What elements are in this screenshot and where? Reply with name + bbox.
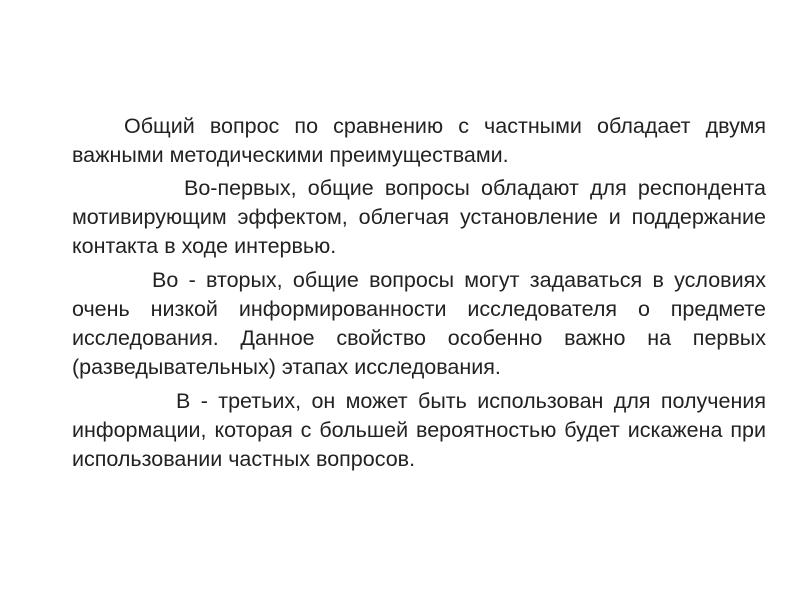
- paragraph-first-advantage: Во-первых, общие вопросы обладают для респондента мотивирующим эффектом, облегчая установление и поддержание контакта в ходе интервью.: [72, 176, 766, 258]
- slide-text-body: [72, 112, 766, 474]
- paragraph-second-advantage: Во - вторых, общие вопросы могут задаваться в условиях очень низкой информированности исследователя о предмете исследования. Данное свойство особенно важно на первых (разведывательных) этапах исследования.: [72, 268, 766, 379]
- paragraph-third-advantage: В - третьих, он может быть использован для получения информации, которая с большей вероятностью будет искажена при использовании частных вопросов.: [72, 389, 766, 471]
- paragraph-intro: Общий вопрос по сравнению с частными обладает двумя важными методическими преимуществами.: [72, 114, 766, 167]
